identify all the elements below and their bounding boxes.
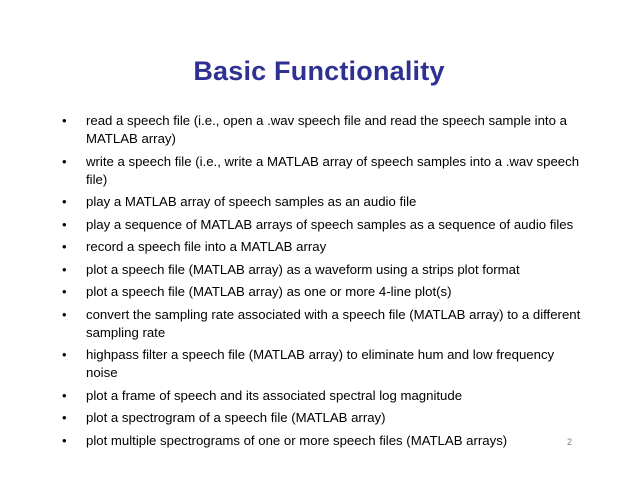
bullet-icon: • bbox=[62, 194, 67, 209]
page-number: 2 bbox=[567, 437, 573, 447]
bullet-item bbox=[62, 283, 582, 301]
bullet-icon: • bbox=[62, 239, 67, 254]
bullet-text: play a sequence of MATLAB arrays of speech samples as a sequence of audio files bbox=[86, 216, 574, 232]
bullet-item bbox=[62, 306, 582, 342]
bullet-text: play a MATLAB array of speech samples as an audio file bbox=[86, 194, 417, 209]
bullet-text: write a speech file (i.e., write a MATLAB array of speech samples into a .wav speech file) bbox=[86, 153, 580, 187]
bullet-item bbox=[62, 432, 582, 450]
bullet-icon: • bbox=[62, 284, 67, 299]
bullet-text: read a speech file (i.e., open a .wav speech file and read the speech sample into a MATLAB array) bbox=[86, 113, 567, 146]
bullet-icon: • bbox=[62, 410, 67, 425]
bullet-text: plot a speech file (MATLAB array) as one or more 4-line plot(s) bbox=[86, 284, 452, 299]
bullet-item bbox=[62, 112, 582, 148]
bullet-icon: • bbox=[62, 153, 67, 169]
bullet-text: highpass filter a speech file (MATLAB array) to eliminate hum and low frequency noise bbox=[86, 347, 555, 380]
bullet-text: convert the sampling rate associated with a speech file (MATLAB array) to a different sampling rate bbox=[86, 306, 581, 340]
bullet-icon: • bbox=[62, 216, 67, 232]
bullet-text: plot a speech file (MATLAB array) as a waveform using a strips plot format bbox=[86, 261, 520, 277]
bullet-text: record a speech file into a MATLAB array bbox=[86, 239, 327, 254]
bullet-list bbox=[62, 112, 582, 454]
bullet-item bbox=[62, 261, 582, 279]
slide-title: Basic Functionality bbox=[193, 56, 445, 86]
bullet-text: plot a spectrogram of a speech file (MATLAB array) bbox=[86, 410, 386, 425]
bullet-icon: • bbox=[62, 306, 67, 322]
bullet-item bbox=[62, 387, 582, 405]
bullet-item bbox=[62, 238, 582, 256]
bullet-icon: • bbox=[62, 261, 67, 277]
bullet-item bbox=[62, 409, 582, 427]
bullet-icon: • bbox=[62, 432, 67, 448]
bullet-icon: • bbox=[62, 387, 67, 403]
bullet-item bbox=[62, 216, 582, 234]
bullet-text: plot multiple spectrograms of one or more speech files (MATLAB arrays) bbox=[86, 432, 508, 448]
bullet-item bbox=[62, 193, 582, 211]
bullet-text: plot a frame of speech and its associated spectral log magnitude bbox=[86, 387, 463, 403]
bullet-icon: • bbox=[62, 347, 67, 362]
bullet-item bbox=[62, 153, 582, 189]
bullet-item bbox=[62, 346, 582, 382]
bullet-icon: • bbox=[62, 113, 67, 128]
